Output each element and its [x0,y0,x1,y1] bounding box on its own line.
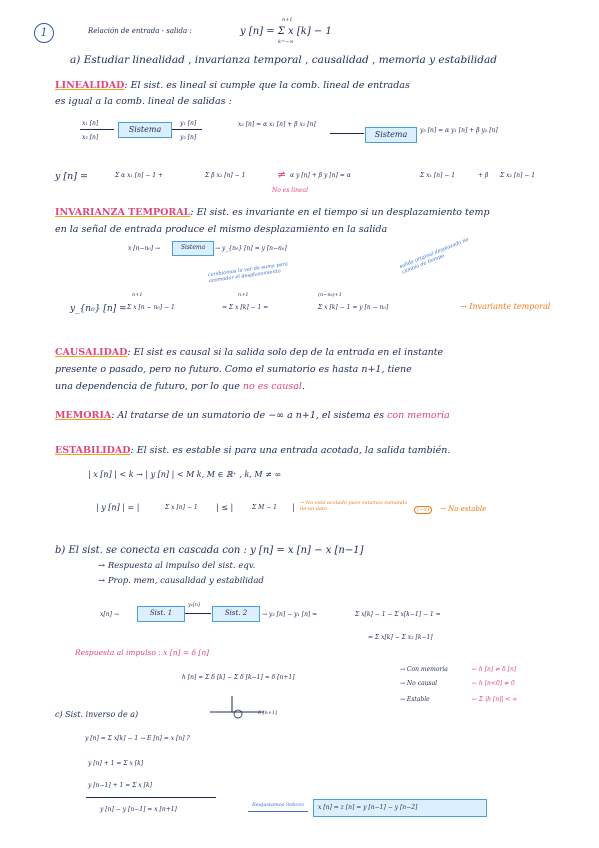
prop-1-reason: ← h [n] ≠ δ [n] [472,666,517,673]
part-b-bullet2: → Prop. mem, causalidad y estabilidad [98,576,264,586]
causalidad-text3-line [55,381,305,392]
prop-2-reason: ← h [n<0] ≠ 0 [472,680,515,687]
part-c-eq3: y [n−1] + 1 = Σ x [k] [88,782,152,789]
lin-system2-box: Sistema [365,127,417,143]
inv-eq-top3: (n−n₀)+1 [318,292,342,298]
cascade-mid-arrow [185,613,211,614]
inv-note-left: cambiamos la var de suma para acomodar el desplazamiento [207,261,289,285]
cascade-mid: y₁[n] [188,602,200,608]
prop-2-name: → No causal [400,680,438,687]
inv-eq-top1: n+1 [132,292,143,298]
linealidad-paragraph [55,80,410,91]
est-note-circle: (−∞) [414,506,432,514]
lin-eq-term1: Σ α x₁ [n] − 1 + [115,172,163,179]
causalidad-text2: presente o pasado, pero no futuro. Como el sumatorio es hasta n+1, tiene [55,364,412,375]
not-stable-result: → No estable [440,505,487,513]
memoria-label: MEMORIA [55,410,112,421]
not-causal-highlight: no es causal [242,381,302,392]
invarianza-text2: en la señal de entrada produce el mismo desplazamiento en la salida [55,224,388,235]
linealidad-label: LINEALIDAD [55,80,125,91]
inv-eq-left: y_{n₀} [n] = [70,304,127,314]
part-c-eq2: y [n] + 1 = Σ x [k] [88,760,144,767]
linealidad-text2: es igual a la comb. lineal de salidas : [55,96,232,107]
lin-eq-bracket2: Σ x₂ [n] − 1 [500,172,536,179]
causalidad-paragraph [55,347,443,358]
lin-combo-arrow [330,133,364,134]
lin-output-bottom: y₂ [n] [180,134,197,141]
main-equation: y [n] = Σ x [k] − 1 [240,26,332,37]
lin-input-bottom: x₂ [n] [82,134,99,141]
prop-3-name: → Estable [400,696,430,703]
causalidad-label: CAUSALIDAD [55,347,128,358]
est-eq2: Σ x [n] − 1 [165,504,198,511]
causalidad-text3: una dependencia de futuro, por lo que [55,381,240,392]
impulse-origin-circle [234,710,242,718]
estabilidad-paragraph [55,445,450,456]
inv-input-label: x [n−n₀] → [128,245,161,252]
part-c-eq1: y [n] = Σ x[k] − 1 → E [n] = x [n] ? [85,735,190,742]
est-eq3: | ≤ | [216,503,234,512]
causalidad-text3c: . [301,381,305,392]
memoria-text: : Al tratarse de un sumatorio de −∞ a n+1, el sistema es [111,410,385,421]
reindex-arrow [248,811,308,812]
impulse-label: Respuesta al impulso : x [n] = δ [n] [75,648,210,657]
lin-system-box: Sistema [118,122,172,138]
estabilidad-condition: | x [n] | < k → | y [n] | < M k, M ∈ ℝ⁺ , k, M ≠ ∞ [88,470,282,479]
main-sum-top: n+1 [282,17,293,23]
memoria-paragraph [55,410,450,421]
main-sum-bottom: k=−∞ [278,39,294,45]
inv-note-right: salida original desplazada no cambia de tiempo [398,236,470,276]
reindex-note: Reajustamos índices [252,802,304,808]
lin-eq-bracket1: Σ x₁ [n] − 1 [420,172,456,179]
impulse-equation: h [n] = Σ δ [k] − Σ δ [k−1] = δ [n+1] [182,674,295,681]
prop-3-reason: ← Σ |h [n]| < ∞ [472,696,518,703]
problem-number: 1 [40,26,48,39]
cascade-sys2: Sist. 2 [212,606,260,622]
cascade-eq-a: Σ x[k] − 1 − Σ x[k−1] − 1 = [355,611,441,618]
relation-label: Relación de entrada - salida : [88,27,192,35]
impulse-delta-label: δ [n+1] [258,710,278,716]
memoria-highlight: con memoria [387,410,450,421]
lin-combo-output: y₃ [n] = α y₁ [n] + β y₂ [n] [420,127,498,134]
part-c-result: x [n] = z [n] = y [n−1] − y [n−2] [318,804,418,811]
est-eq5: | [292,503,295,512]
lin-combo-input: x₃ [n] = α x₁ [n] + β x₂ [n] [238,121,316,128]
inv-eq-top2: n+1 [238,292,249,298]
part-c-eq4: y [n] − y [n−1] = x [n+1] [100,806,177,813]
estabilidad-label: ESTABILIDAD [55,445,131,456]
part-c-subtract-line [86,797,216,798]
est-eq4: Σ M − 1 [252,504,277,511]
est-eq1: | y [n] | = | [96,503,140,512]
lin-eq-left: y [n] = [55,171,88,182]
estabilidad-text: : El sist. es estable si para una entrada acotada, la salida también. [130,445,451,456]
impulse-sketch [208,692,268,722]
lin-output-top: y₁ [n] [180,120,197,127]
inv-eq-term3: Σ x [k] − 1 = y [n − n₀] [318,304,389,311]
part-c-title: c) Sist. inverso de a) [55,710,139,719]
cascade-sys1: Sist. 1 [137,606,185,622]
cascade-output: → y₂ [n] − y₁ [n] = [262,611,318,618]
causalidad-text1: : El sist es causal si la salida solo dep de la entrada en el instante [127,347,444,358]
invarianza-paragraph [55,207,490,218]
lin-eq-middle: α y [n] + β y [n] = α [290,172,351,179]
inv-eq-term2: = Σ x [k] − 1 = [222,304,269,311]
lin-input-top: x₁ [n] [82,120,99,127]
problem-number-badge [34,23,54,43]
est-note: → No está acotado pues estamos sumando de un dato [300,500,408,512]
cascade-input: x[n] → [100,611,119,618]
part-b-bullet1: → Respuesta al impulso del sist. eqv. [98,561,256,571]
prop-1-name: → Con memoria [400,666,448,673]
inv-eq-term1: Σ x [n − n₀] − 1 [127,304,175,311]
part-a-title: a) Estudiar linealidad , invarianza temporal , causalidad , memoria y estabilidad [70,54,497,66]
lin-output-arrow [172,129,202,130]
cascade-eq-b: = Σ x[k] − Σ x₂ [k−1] [368,634,433,641]
invarianza-label: INVARIANZA TEMPORAL [55,207,191,218]
inv-system-box: Sistema [172,241,214,256]
invariant-result: → Invariante temporal [460,302,551,311]
inv-output-label: → y_{n₀} [n] = y [n−n₀] [215,245,287,252]
lin-input-arrow [80,129,114,130]
invarianza-text1: : El sist. es invariante en el tiempo si un desplazamiento temp [190,207,490,218]
linealidad-text1: : El sist. es lineal si cumple que la comb. lineal de entradas [124,80,410,91]
lin-eq-neq: ≠ [277,168,287,181]
not-linear-note: No es lineal [272,187,309,194]
part-b-title: b) El sist. se conecta en cascada con : y [n] = x [n] − x [n−1] [55,545,364,556]
lin-eq-term2: Σ β x₂ [n] − 1 [205,172,246,179]
lin-eq-plus: + β [478,172,489,179]
